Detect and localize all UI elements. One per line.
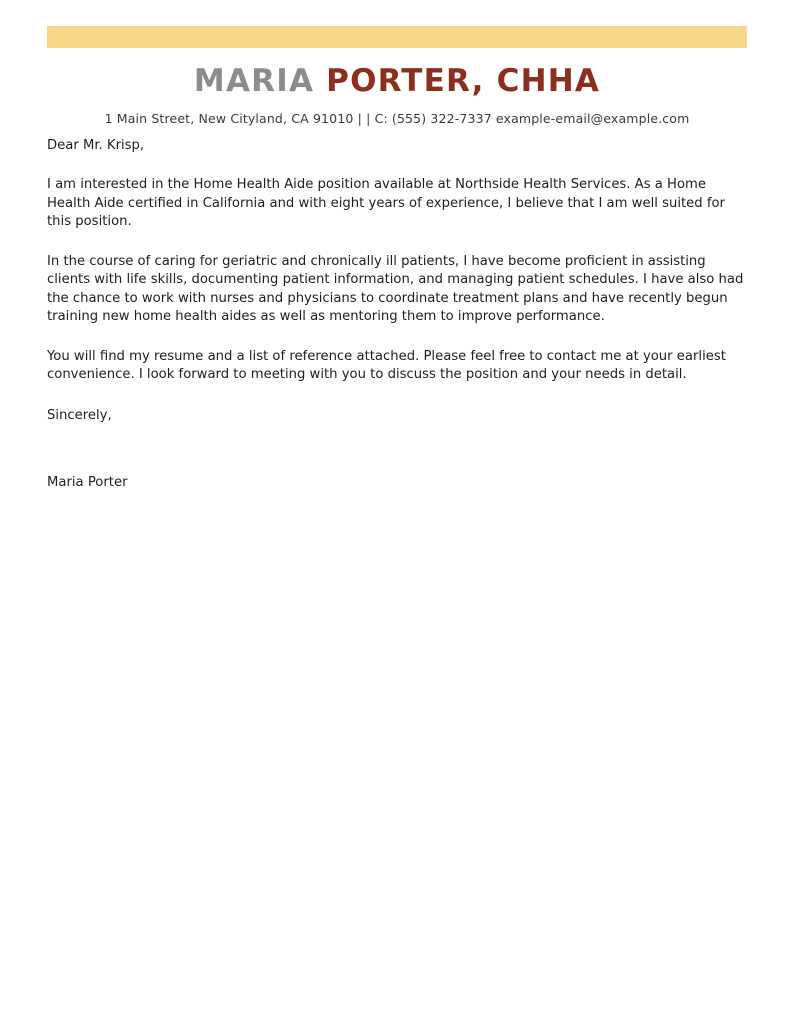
signature-name: Maria Porter [47, 474, 128, 490]
body-paragraph-3: You will find my resume and a list of reference attached. Please feel free to contact me at your earliest convenience. I look forward to meeting with you to discuss the position and your needs in detail. [47, 348, 726, 382]
applicant-last-name: PORTER, CHHA [326, 63, 601, 99]
closing-line: Sincerely, [47, 407, 112, 423]
letter-body [47, 136, 748, 492]
contact-info: 1 Main Street, New Cityland, CA 91010 | | C: (555) 322-7337 example-email@example.com [104, 111, 690, 126]
body-paragraph-1: I am interested in the Home Health Aide position available at Northside Health Services. As a Home Health Aide certified in California and with eight years of experience, I believe that I am well suited for this position. [47, 177, 725, 229]
header-accent-bar [47, 26, 747, 48]
letter-header [47, 62, 747, 127]
salutation: Dear Mr. Krisp, [47, 138, 145, 153]
body-paragraph-2: In the course of caring for geriatric and chronically ill patients, I have become proficient in assisting clients with life skills, documenting patient information, and managing patient schedules. I have also had the chance to work with nurses and physicians to coordinate treatment plans and have recently begun training new home health aides as well as mentoring them to improve performance. [47, 253, 744, 324]
applicant-first-name: MARIA [193, 63, 315, 99]
applicant-name [47, 62, 747, 100]
